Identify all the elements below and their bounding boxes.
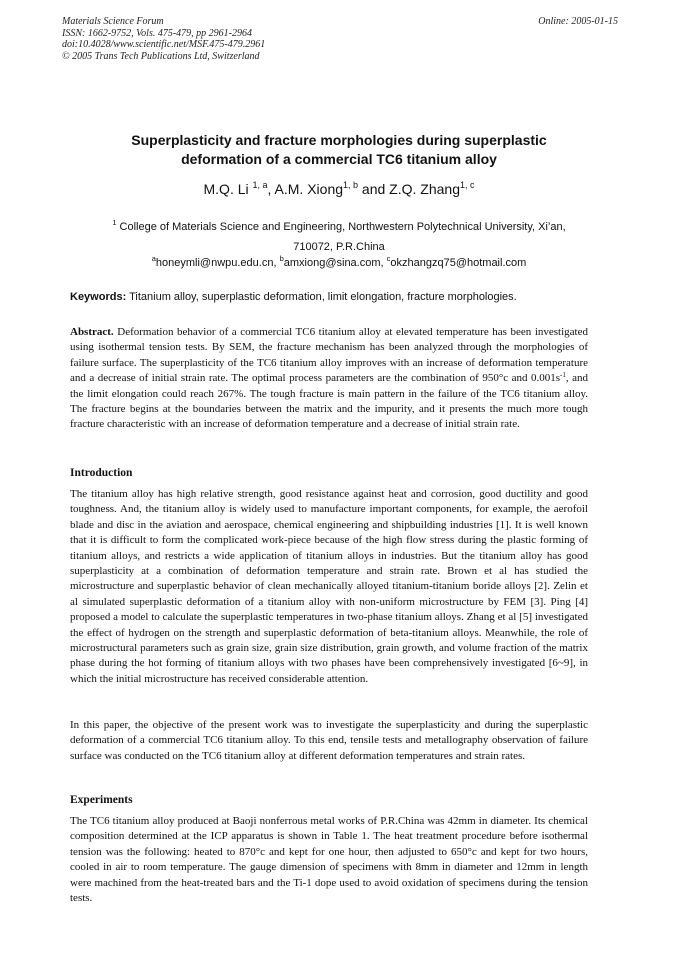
title-line-1: Superplasticity and fracture morphologies during superplastic bbox=[131, 132, 547, 148]
affiliation-superscript: 1 bbox=[112, 218, 117, 227]
email-a-superscript: a bbox=[151, 254, 156, 263]
author-2: , A.M. Xiong bbox=[267, 181, 344, 197]
affiliation-text-1: College of Materials Science and Engineering, Northwestern Polytechnical University, Xi’an, bbox=[116, 221, 566, 233]
author-3-superscript: 1, c bbox=[459, 180, 475, 190]
email-b-superscript: b bbox=[279, 254, 284, 263]
copyright-line: © 2005 Trans Tech Publications Ltd, Switzerland bbox=[62, 50, 260, 62]
introduction-heading: Introduction bbox=[70, 467, 133, 479]
author-emails bbox=[60, 256, 618, 270]
email-c: okzhangzq75@hotmail.com bbox=[390, 257, 527, 269]
abstract-superscript: -1 bbox=[560, 371, 566, 380]
affiliation-line-2: 710072, P.R.China bbox=[293, 241, 385, 253]
experiments-heading: Experiments bbox=[70, 794, 133, 806]
keywords bbox=[70, 290, 610, 304]
email-c-superscript: c bbox=[386, 254, 391, 263]
author-3: and Z.Q. Zhang bbox=[358, 181, 460, 197]
affiliation-line-1 bbox=[70, 217, 608, 237]
online-date: Online: 2005-01-15 bbox=[538, 16, 618, 27]
doi-line: doi:10.4028/www.scientific.net/MSF.475-479.2961 bbox=[62, 39, 266, 50]
abstract-paragraph bbox=[70, 325, 588, 433]
author-1-superscript: 1, a bbox=[252, 180, 268, 190]
issn-line: ISSN: 1662-9752, Vols. 475-479, pp 2961-2964 bbox=[62, 27, 252, 39]
keywords-label: Keywords: bbox=[70, 291, 127, 303]
introduction-paragraph-1: The titanium alloy has high relative strength, good resistance against heat and corrosion, good ductility and good toughness. And, the titanium alloy is widely used to manufacture important components, for example, the aerofoil blade and disc in the aviation and aerospace, chemical engineering and shipbuilding industries [1]. It is well known that it is difficult to form the complicated work-piece because of the high flow stress during the plastic forming of titanium alloys, and restricts a wide application of titanium alloys in industries. But the titanium alloy has good superplasticity at a combination of deformation temperature and strain rate. Brown et al has studied the microstructure and superplastic behavior of clean mechanically alloyed titanium-titanium boride alloys [2]. Zelin et al simulated superplastic deformation of a titanium alloy with non-uniform microstructure by FEM [3]. Ping [4] proposed a model to calculate the superplastic temperatures in two-phase titanium alloys. Zhang et al [5] investigated the effect of hydrogen on the strength and superplastic deformation of beta-titanium alloys. Meanwhile, the role of microstructural parameters such as grain size, grain size distribution, grain growth, and volume fraction of the matrix phase during the hot forming of titanium alloys with two phases have been comprehensively investigated [6~9], in which the initial microstructure has received considerable attention. bbox=[70, 488, 588, 685]
author-list bbox=[60, 180, 618, 198]
affiliation bbox=[70, 217, 608, 257]
email-a: honeymli@nwpu.edu.cn, bbox=[155, 257, 280, 269]
author-1: M.Q. Li bbox=[203, 181, 249, 197]
abstract-text-2: , and the limit elongation could reach 267%. The tough fracture is main pattern in the failure of the TC6 titanium alloy. The fracture begins at the boundaries between the matrix and the impurity, and it presents the much more tough fracture characteristic with an increase of deformation temperature and a decrease of initial strain rate. bbox=[70, 372, 588, 431]
abstract-label: Abstract. bbox=[70, 326, 114, 338]
journal-header bbox=[62, 16, 618, 62]
experiments-paragraph-1: The TC6 titanium alloy produced at Baoji nonferrous metal works of P.R.China was 42mm in diameter. Its chemical composition determined at the ICP apparatus is shown in Table 1. The heat treatment procedure before isothermal tension was the following: heated to 870°c and kept for one hour, then adjusted to 650°c and kept for two hours, cooled in air to room temperature. The gauge dimension of specimens with 8mm in diameter and 12mm in length were machined from the heat-treated bars and the Ti-1 dope used to avoid oxidation of specimens during the tension tests. bbox=[70, 815, 588, 905]
email-b: amxiong@sina.com, bbox=[283, 257, 387, 269]
title-line-2: deformation of a commercial TC6 titanium alloy bbox=[181, 151, 497, 167]
keywords-text: Titanium alloy, superplastic deformation, limit elongation, fracture morphologies. bbox=[126, 291, 517, 303]
paper-title bbox=[60, 131, 618, 169]
journal-name: Materials Science Forum bbox=[62, 16, 164, 27]
abstract-text-1: Deformation behavior of a commercial TC6 titanium alloy at elevated temperature has been investigated using isothermal tension tests. By SEM, the fracture mechanism has been analyzed through the morphologies of failure surface. The superplasticity of the TC6 titanium alloy improves with an increase of deformation temperature and a decrease of initial strain rate. The optimal process parameters are the combination of 950°c and 0.001s bbox=[70, 326, 588, 385]
author-2-superscript: 1, b bbox=[343, 180, 359, 190]
introduction-paragraph-2: In this paper, the objective of the present work was to investigate the superplasticity and during the superplastic deformation of a commercial TC6 titanium alloy. To this end, tensile tests and metallography observation of failure surface was conducted on the TC6 titanium alloy at different deformation temperatures and strain rates. bbox=[70, 719, 588, 762]
